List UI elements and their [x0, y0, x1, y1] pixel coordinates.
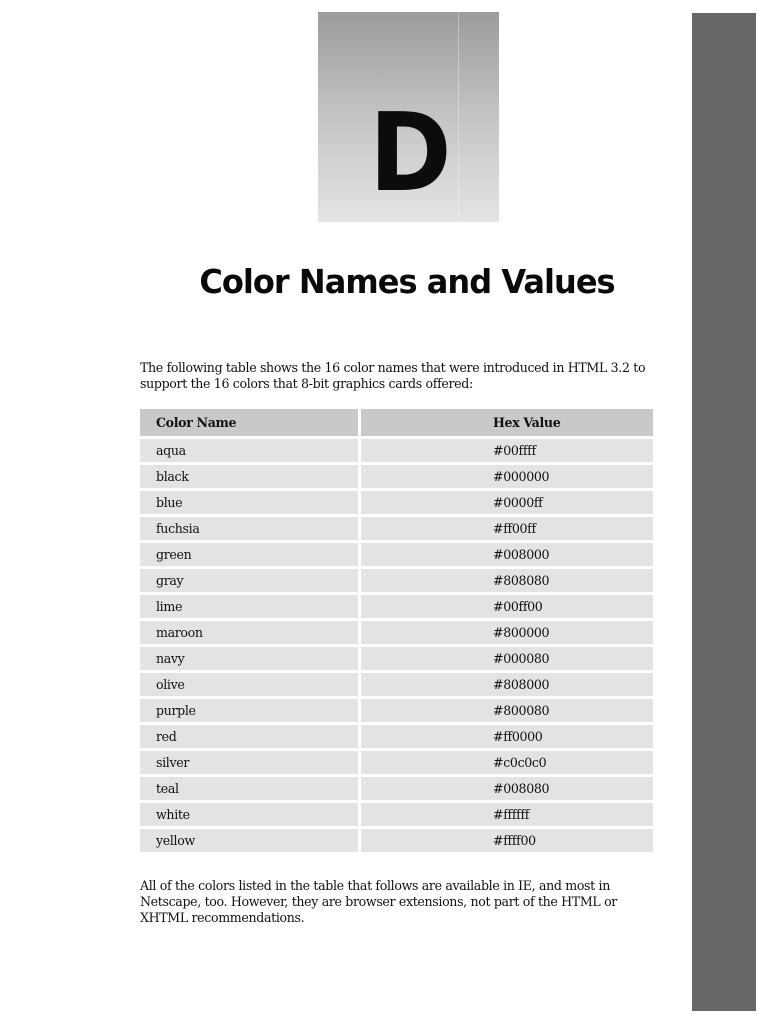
table-row: [140, 543, 653, 566]
color-name-cell: silver: [140, 751, 361, 774]
hex-value-cell: #ff0000: [361, 725, 653, 748]
table-row: [140, 491, 653, 514]
hex-value-cell: #c0c0c0: [361, 751, 653, 774]
table-header-row: [140, 409, 653, 436]
table-row: [140, 439, 653, 462]
table-row: [140, 829, 653, 852]
color-name-cell: black: [140, 465, 361, 488]
table-row: [140, 725, 653, 748]
outro-paragraph: All of the colors listed in the table that follows are available in IE, and most in Netscape, too. However, they are browser extensions, not part of the HTML or XHTML recommendations.: [140, 878, 617, 925]
chapter-title: Color Names and Values: [199, 262, 615, 301]
table-row: [140, 517, 653, 540]
hex-value-cell: #0000ff: [361, 491, 653, 514]
hex-value-cell: #000080: [361, 647, 653, 670]
table-body: [140, 439, 653, 852]
color-name-cell: green: [140, 543, 361, 566]
side-tab-bar: [692, 13, 756, 1011]
table-row: [140, 777, 653, 800]
color-name-cell: aqua: [140, 439, 361, 462]
color-name-cell: white: [140, 803, 361, 826]
table-row: [140, 673, 653, 696]
table-row: [140, 569, 653, 592]
intro-paragraph: The following table shows the 16 color names that were introduced in HTML 3.2 to support the 16 colors that 8-bit graphics cards offered:: [140, 360, 646, 391]
color-name-cell: lime: [140, 595, 361, 618]
hex-value-cell: #008000: [361, 543, 653, 566]
chapter-letter: D: [369, 91, 448, 216]
color-name-cell: olive: [140, 673, 361, 696]
color-name-cell: gray: [140, 569, 361, 592]
hex-value-cell: #800000: [361, 621, 653, 644]
hex-value-cell: #00ff00: [361, 595, 653, 618]
color-name-cell: teal: [140, 777, 361, 800]
hex-value-cell: #ffffff: [361, 803, 653, 826]
table-row: [140, 803, 653, 826]
color-name-cell: purple: [140, 699, 361, 722]
color-table: [140, 406, 653, 855]
table-row: [140, 595, 653, 618]
color-name-cell: fuchsia: [140, 517, 361, 540]
chapter-badge: [318, 12, 499, 222]
hex-value-cell: #00ffff: [361, 439, 653, 462]
table-row: [140, 699, 653, 722]
color-name-cell: maroon: [140, 621, 361, 644]
hex-value-cell: #800080: [361, 699, 653, 722]
table-row: [140, 465, 653, 488]
color-name-cell: yellow: [140, 829, 361, 852]
hex-value-cell: #ffff00: [361, 829, 653, 852]
color-name-cell: blue: [140, 491, 361, 514]
color-name-cell: navy: [140, 647, 361, 670]
table-row: [140, 621, 653, 644]
header-hex-value: Hex Value: [361, 409, 653, 436]
color-name-cell: red: [140, 725, 361, 748]
table-row: [140, 751, 653, 774]
hex-value-cell: #ff00ff: [361, 517, 653, 540]
hex-value-cell: #008080: [361, 777, 653, 800]
header-color-name: Color Name: [140, 409, 361, 436]
hex-value-cell: #808080: [361, 569, 653, 592]
table-row: [140, 647, 653, 670]
hex-value-cell: #000000: [361, 465, 653, 488]
hex-value-cell: #808000: [361, 673, 653, 696]
